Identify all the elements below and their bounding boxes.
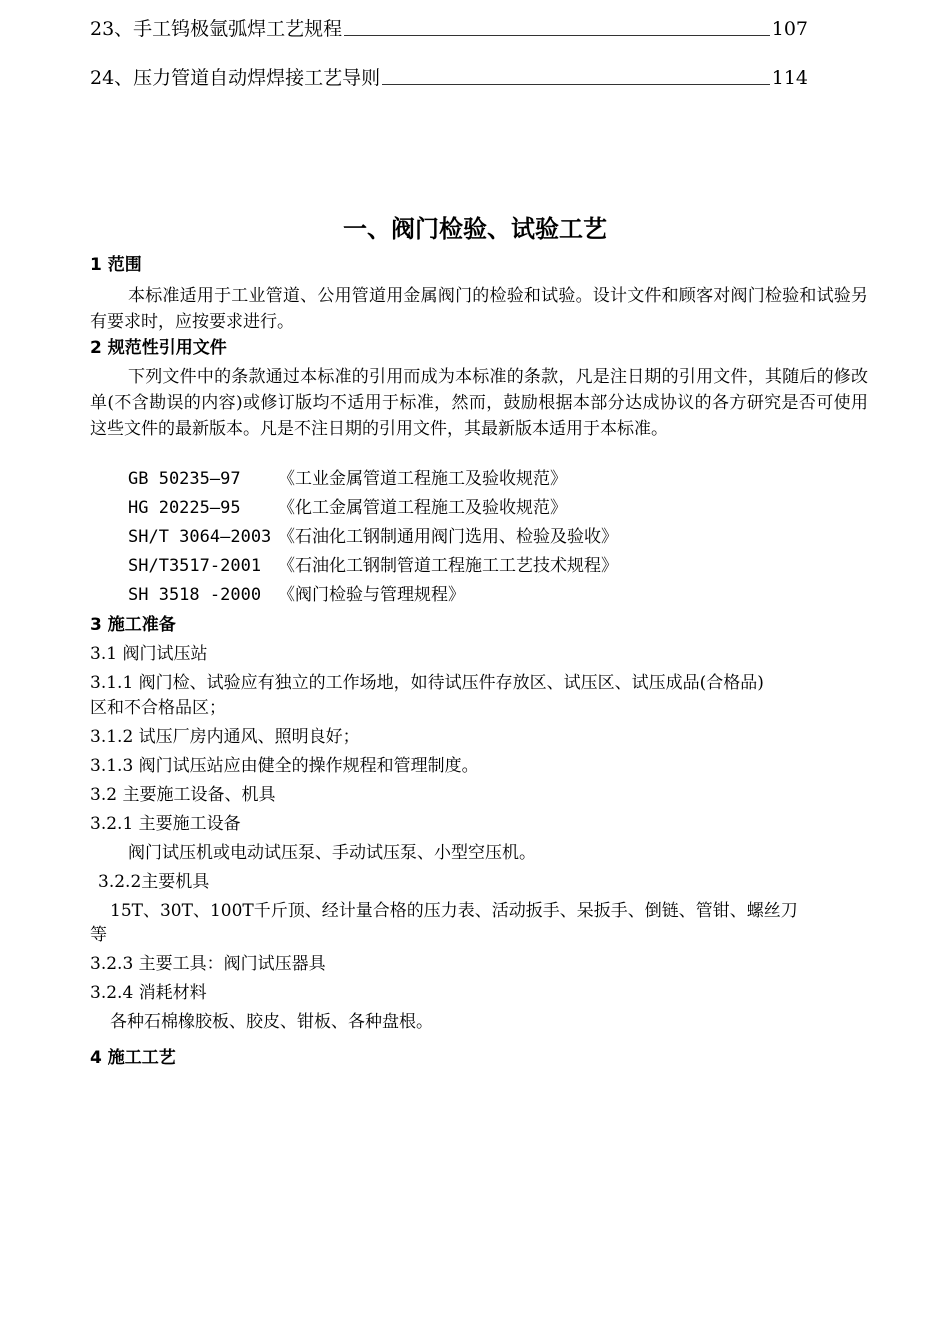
clause-3-1-1-continued: 区和不合格品区； [90,698,226,718]
toc-page-number: 114 [771,67,808,89]
reference-title: 《石油化工钢制通用阀门选用、检验及验收》 [278,527,618,547]
toc-leader [344,34,770,36]
subheading-3-1: 3.1 阀门试压站 [90,644,208,664]
clause-3-1-1: 3.1.1 阀门检、试验应有独立的工作场地，如待试压件存放区、试压区、试压成品(合格品) [90,673,764,693]
reference-item [128,555,618,577]
reference-code: SH/T3517-2001 [128,556,262,576]
heading-scope: 1 范围 [90,255,142,275]
toc-label: 24、压力管道自动焊焊接工艺导则 [90,67,381,89]
clause-3-2-2-text: 15T、30T、100T千斤顶、经计量合格的压力表、活动扳手、呆扳手、倒链、管钳、螺丝刀 [110,901,798,921]
reference-code: SH/T 3064—2003 [128,527,272,547]
heading-construction-process: 4 施工工艺 [90,1048,176,1068]
reference-item [128,526,618,548]
clause-3-2-2-text-continued: 等 [90,925,107,945]
reference-item [128,497,567,519]
reference-code: HG 20225—95 [128,498,241,518]
subheading-3-2: 3.2 主要施工设备、机具 [90,785,276,805]
reference-code: SH 3518 -2000 [128,585,262,605]
clause-3-2-2: 3.2.2主要机具 [98,872,210,892]
clause-3-2-1-text: 阀门试压机或电动试压泵、手动试压泵、小型空压机。 [128,843,536,863]
reference-title: 《阀门检验与管理规程》 [278,585,465,605]
heading-normative-references: 2 规范性引用文件 [90,338,227,358]
toc-entry-24[interactable] [90,66,808,90]
heading-construction-preparation: 3 施工准备 [90,615,176,635]
reference-title: 《工业金属管道工程施工及验收规范》 [278,469,567,489]
toc-entry-23[interactable] [90,17,808,41]
reference-code: GB 50235—97 [128,469,241,489]
reference-title: 《石油化工钢制管道工程施工工艺技术规程》 [278,556,618,576]
section-title: 一、阀门检验、试验工艺 [343,215,607,243]
clause-3-2-4-text: 各种石棉橡胶板、胶皮、钳板、各种盘根。 [110,1012,433,1032]
toc-page-number: 107 [771,18,808,40]
clause-3-1-2: 3.1.2 试压厂房内通风、照明良好； [90,727,360,747]
clause-3-2-3: 3.2.3 主要工具：阀门试压器具 [90,954,326,974]
clause-3-1-3: 3.1.3 阀门试压站应由健全的操作规程和管理制度。 [90,756,479,776]
reference-title: 《化工金属管道工程施工及验收规范》 [278,498,567,518]
clause-3-2-4: 3.2.4 消耗材料 [90,983,207,1003]
scope-paragraph: 本标准适用于工业管道、公用管道用金属阀门的检验和试验。设计文件和顾客对阀门检验和试验另有要求时，应按要求进行。 [90,286,868,332]
toc-leader [382,83,770,85]
references-paragraph: 下列文件中的条款通过本标准的引用而成为本标准的条款，凡是注日期的引用文件，其随后的修改单(不含勘误的内容)或修订版均不适用于标准，然而，鼓励根据本部分达成协议的各方研究是否可使用这些文件的最新版本。凡是不注日期的引用文件，其最新版本适用于本标准。 [90,367,868,439]
reference-item [128,584,465,606]
reference-item [128,468,567,490]
clause-3-2-1: 3.2.1 主要施工设备 [90,814,241,834]
toc-label: 23、手工钨极氩弧焊工艺规程 [90,18,343,40]
